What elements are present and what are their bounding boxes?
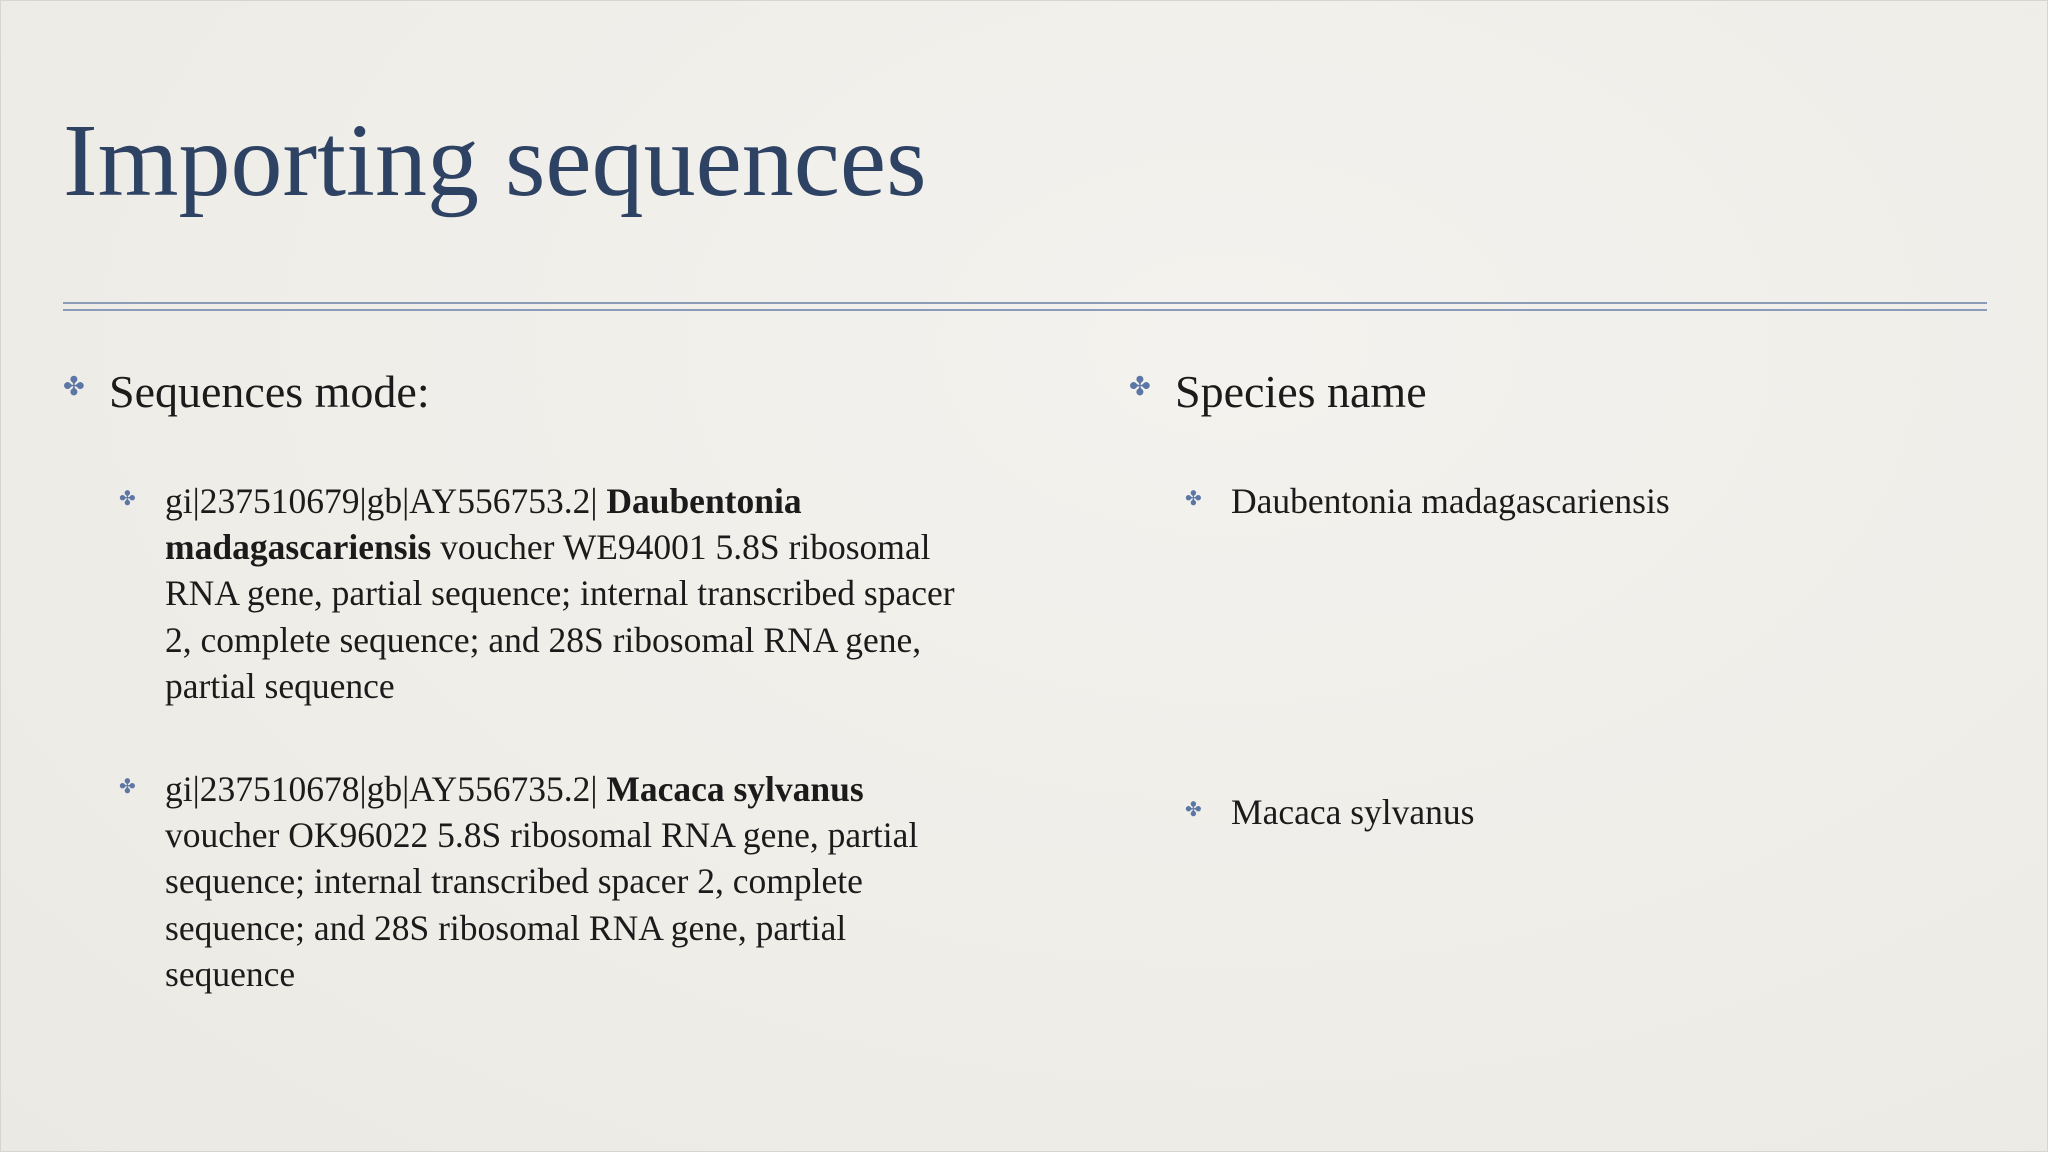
list-item <box>1185 478 1931 524</box>
flower-bullet-icon: ✤ <box>1185 486 1202 510</box>
species-label: Macaca sylvanus <box>1231 792 1475 832</box>
list-item <box>119 478 965 709</box>
flower-bullet-icon: ✤ <box>1185 797 1202 821</box>
sequence-identifier: gi|237510678|gb|AY556735.2| <box>165 769 598 809</box>
species-name-heading: Species name <box>1175 366 1427 417</box>
list-item <box>119 766 925 997</box>
sequence-details: voucher WE94001 5.8S ribosomal RNA gene, partial sequence; internal transcribed spacer 2, complete sequence; and 28S ribosomal RNA gene, partial sequence <box>165 527 955 706</box>
sequence-species: Daubentonia madagascariensis <box>165 481 802 568</box>
sequence-description <box>165 478 965 709</box>
flower-bullet-icon: ✤ <box>63 372 85 402</box>
sequence-species: Macaca sylvanus <box>606 769 864 809</box>
flower-bullet-icon: ✤ <box>1129 372 1151 402</box>
right-heading-bullet <box>1129 364 1427 419</box>
title-divider-top <box>63 302 1987 304</box>
sequence-details: voucher OK96022 5.8S ribosomal RNA gene, partial sequence; internal transcribed spacer 2, complete sequence; and 28S ribosomal RNA gene, partial sequence <box>165 815 919 994</box>
slide-title: Importing sequences <box>63 103 927 218</box>
flower-bullet-icon: ✤ <box>119 774 136 798</box>
flower-bullet-icon: ✤ <box>119 486 136 510</box>
title-divider-bottom <box>63 309 1987 311</box>
left-heading-bullet <box>63 364 430 419</box>
list-item <box>1185 789 1931 835</box>
sequence-description <box>165 766 925 997</box>
sequence-identifier: gi|237510679|gb|AY556753.2| <box>165 481 598 521</box>
sequences-mode-heading: Sequences mode: <box>109 366 430 417</box>
species-label: Daubentonia madagascariensis <box>1231 481 1670 521</box>
